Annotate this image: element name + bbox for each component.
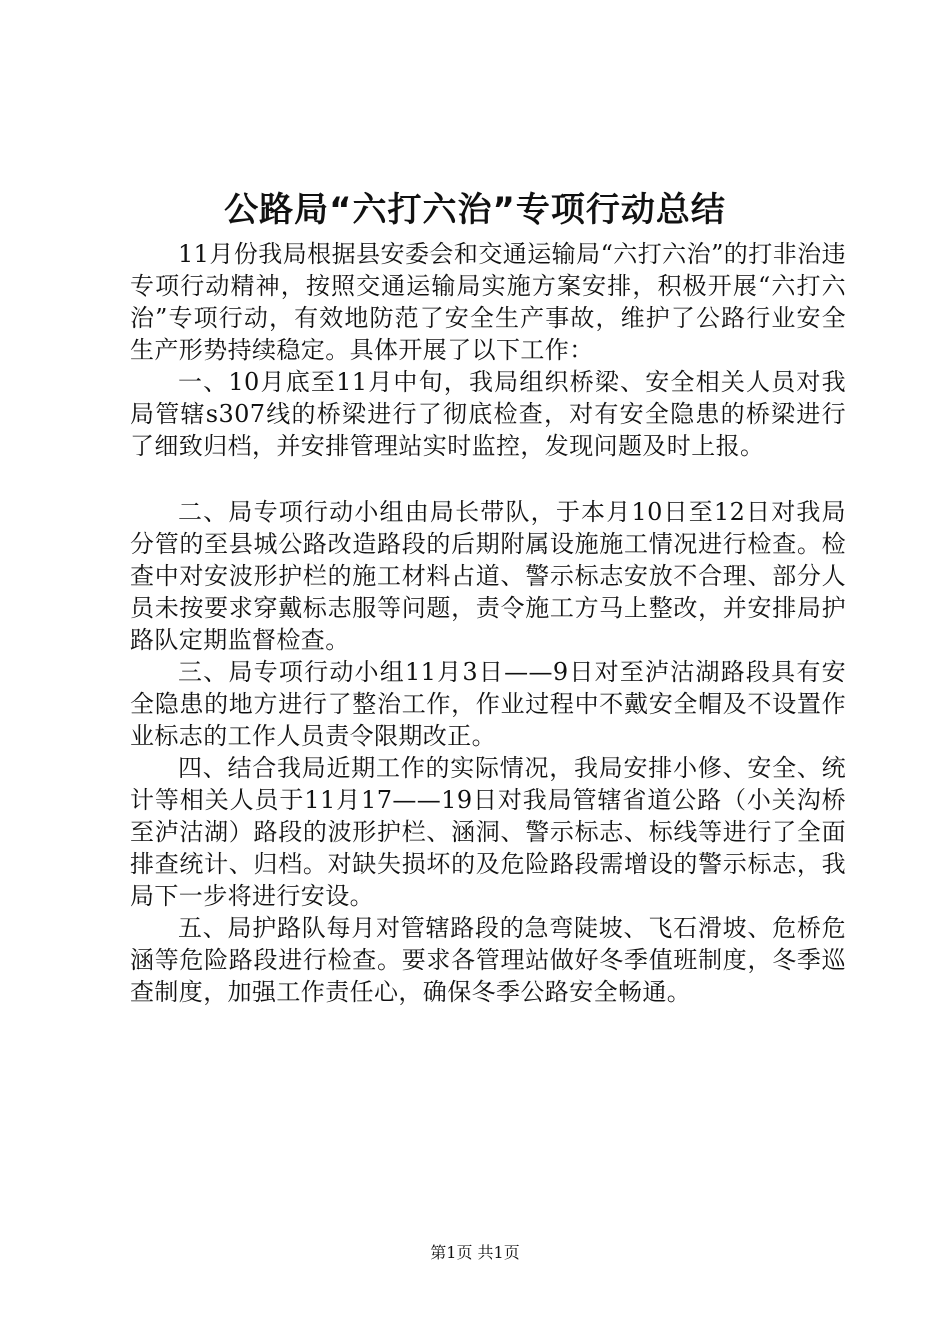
paragraph-item-1: 一、10月底至11月中旬，我局组织桥梁、安全相关人员对我局管辖s307线的桥梁进行了彻底检查，对有安全隐患的桥梁进行了细致归档，并安排管理站实时监控，发现问题及时上报。 (130, 368, 846, 460)
paragraph-item-2: 二、局专项行动小组由局长带队，于本月10日至12日对我局分管的至县城公路改造路段的后期附属设施施工情况进行检查。检查中对安波形护栏的施工材料占道、警示标志安放不合理、部分人员未按要求穿戴标志服等问题，责令施工方马上整改，并安排局护路队定期监督检查。 (130, 498, 846, 654)
document-body (130, 238, 846, 1008)
page-number-footer: 第1页 共1页 (430, 1243, 520, 1262)
paragraph-item-5: 五、局护路队每月对管辖路段的急弯陡坡、飞石滑坡、危桥危涵等危险路段进行检查。要求各管理站做好冬季值班制度，冬季巡查制度，加强工作责任心，确保冬季公路安全畅通。 (130, 914, 846, 1006)
document-title: 公路局“六打六治”专项行动总结 (224, 190, 726, 230)
paragraph-item-3: 三、局专项行动小组11月3日——9日对至泸沽湖路段具有安全隐患的地方进行了整治工作，作业过程中不戴安全帽及不设置作业标志的工作人员责令限期改正。 (130, 658, 846, 750)
paragraph-intro: 11月份我局根据县安委会和交通运输局“六打六治”的打非治违专项行动精神，按照交通运输局实施方案安排，积极开展“六打六治”专项行动，有效地防范了安全生产事故，维护了公路行业安全生产形势持续稳定。具体开展了以下工作： (130, 240, 846, 364)
paragraph-item-4: 四、结合我局近期工作的实际情况，我局安排小修、安全、统计等相关人员于11月17——19日对我局管辖省道公路（小关沟桥至泸沽湖）路段的波形护栏、涵洞、警示标志、标线等进行了全面排查统计、归档。对缺失损坏的及危险路段需增设的警示标志，我局下一步将进行安设。 (130, 754, 846, 910)
